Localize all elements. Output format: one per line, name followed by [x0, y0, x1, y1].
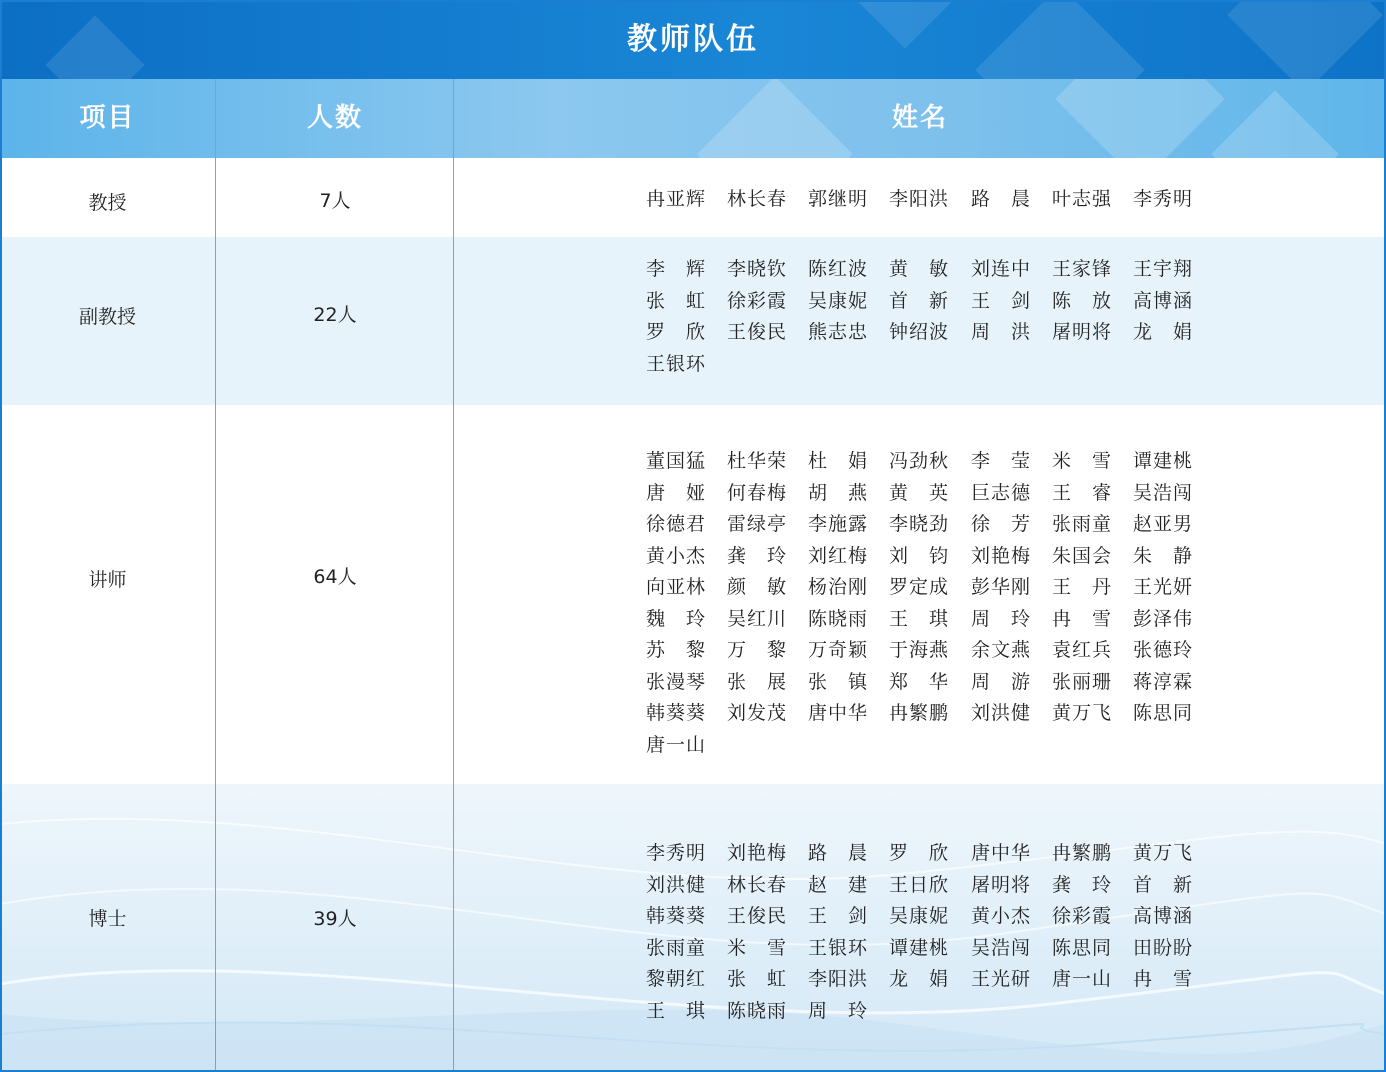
teacher-name: 王光研 — [971, 968, 1032, 990]
teacher-name: 张雨童 — [646, 936, 707, 959]
teacher-name: 张漫琴 — [646, 670, 707, 693]
teacher-name: 王 睿 — [1052, 481, 1113, 504]
teacher-name: 张丽珊 — [1052, 670, 1113, 693]
teacher-name: 路 晨 — [808, 842, 869, 864]
teacher-name: 叶志强 — [1052, 188, 1113, 210]
teacher-name: 黄小杰 — [646, 544, 707, 567]
teacher-name: 周 玲 — [971, 607, 1032, 630]
teacher-name: 刘红梅 — [808, 544, 869, 567]
teacher-name: 刘 钧 — [889, 544, 950, 567]
teacher-name: 吴浩闯 — [971, 936, 1032, 959]
teacher-name: 冯劲秋 — [889, 450, 950, 472]
teacher-name: 李晓钦 — [727, 258, 788, 280]
table-row — [0, 237, 1386, 405]
teacher-name: 王银环 — [646, 352, 707, 375]
teacher-name: 韩葵葵 — [646, 702, 707, 724]
teacher-name: 李 辉 — [646, 258, 707, 280]
teacher-name: 杨治刚 — [808, 576, 869, 598]
teacher-name: 向亚林 — [646, 576, 707, 598]
teacher-name: 何春梅 — [727, 481, 788, 504]
teacher-name: 屠明将 — [971, 873, 1032, 896]
teacher-name: 王光妍 — [1133, 576, 1194, 598]
teacher-name: 黄 敏 — [889, 258, 950, 280]
teacher-name: 唐中华 — [971, 842, 1032, 864]
teacher-name: 徐彩霞 — [1052, 905, 1113, 927]
row-item: 博士 — [88, 908, 127, 930]
teacher-name: 熊志忠 — [808, 321, 869, 343]
teacher-name: 周 游 — [971, 670, 1032, 693]
teacher-name: 郑 华 — [889, 670, 950, 693]
teacher-name: 黄万飞 — [1133, 842, 1194, 864]
teacher-name: 冉亚辉 — [646, 188, 707, 210]
teacher-name: 张德玲 — [1133, 639, 1194, 661]
row-item: 讲师 — [88, 569, 127, 591]
teacher-name: 田盼盼 — [1133, 936, 1194, 959]
teacher-name: 龙 娟 — [1133, 321, 1194, 343]
teacher-name: 徐德君 — [646, 513, 707, 535]
page-title: 教师队伍 — [627, 22, 759, 57]
teacher-name: 吴红川 — [727, 607, 788, 630]
teacher-name: 屠明将 — [1052, 321, 1113, 343]
teacher-name: 胡 燕 — [808, 481, 869, 504]
teacher-name: 李晓劲 — [889, 513, 950, 535]
teacher-name: 袁红兵 — [1052, 639, 1113, 661]
teacher-name: 陈晓雨 — [727, 999, 788, 1022]
teacher-name: 李阳洪 — [889, 188, 950, 210]
teacher-name: 于海燕 — [889, 639, 950, 661]
teacher-name: 李 莹 — [971, 450, 1032, 472]
teacher-name: 吴康妮 — [889, 905, 950, 927]
header-item: 项目 — [79, 103, 136, 133]
teacher-name: 徐彩霞 — [727, 289, 788, 312]
teacher-name: 余文燕 — [971, 639, 1032, 661]
header-count: 人数 — [306, 103, 363, 133]
teacher-name: 高博涵 — [1133, 905, 1194, 927]
teacher-name: 罗 欣 — [889, 842, 950, 864]
teacher-name: 万 黎 — [727, 639, 788, 661]
teacher-name: 谭建桃 — [1133, 450, 1194, 472]
row-count: 7人 — [319, 190, 351, 212]
table-row — [0, 784, 1386, 1072]
table-header — [0, 79, 1386, 158]
teacher-name: 张 展 — [727, 670, 788, 693]
teacher-name: 王银环 — [808, 936, 869, 959]
teacher-name: 彭泽伟 — [1133, 607, 1194, 630]
teacher-name: 赵 建 — [808, 873, 869, 896]
teacher-name: 朱 静 — [1133, 544, 1194, 567]
teacher-name: 魏 玲 — [646, 607, 707, 630]
teacher-name: 张雨童 — [1052, 513, 1113, 535]
teacher-name: 王家锋 — [1052, 258, 1113, 280]
teacher-name: 唐一山 — [1052, 968, 1113, 990]
teacher-name: 王 琪 — [646, 999, 707, 1022]
teacher-name: 林长春 — [727, 873, 788, 896]
teacher-name: 刘艳梅 — [971, 544, 1032, 567]
teacher-name: 路 晨 — [971, 188, 1032, 210]
teacher-name: 李秀明 — [1133, 188, 1194, 210]
teacher-name: 米 雪 — [1052, 450, 1113, 472]
row-count: 64人 — [313, 566, 357, 588]
teacher-name: 朱国会 — [1052, 544, 1113, 567]
teacher-name: 黎朝红 — [646, 968, 707, 990]
teacher-name: 王 剑 — [971, 289, 1032, 312]
teacher-name: 唐 娅 — [646, 481, 707, 504]
teacher-name: 王俊民 — [727, 905, 788, 927]
row-item: 教授 — [88, 192, 127, 214]
teacher-name: 林长春 — [727, 188, 788, 210]
teacher-name: 黄 英 — [889, 481, 950, 504]
teacher-name: 苏 黎 — [646, 639, 707, 661]
table-row — [0, 405, 1386, 784]
teacher-name: 冉繁鹏 — [889, 702, 950, 724]
teacher-name: 冉繁鹏 — [1052, 842, 1113, 864]
teacher-name: 万奇颖 — [808, 639, 869, 661]
teacher-name: 周 洪 — [971, 321, 1032, 343]
teacher-name: 罗 欣 — [646, 321, 707, 343]
teacher-name: 雷绿亭 — [727, 513, 788, 535]
teacher-name: 陈思同 — [1052, 936, 1113, 959]
teacher-name: 首 新 — [889, 289, 950, 312]
teacher-name: 李秀明 — [646, 842, 707, 864]
teacher-name: 刘艳梅 — [727, 842, 788, 864]
teacher-name: 首 新 — [1133, 873, 1194, 896]
teacher-name: 米 雪 — [727, 936, 788, 959]
teacher-name: 蒋淳霖 — [1133, 670, 1194, 693]
teacher-name: 黄小杰 — [971, 905, 1032, 927]
teacher-name: 韩葵葵 — [646, 905, 707, 927]
teacher-name: 李施露 — [808, 513, 869, 535]
teacher-name: 刘洪健 — [971, 702, 1032, 724]
teacher-name: 刘洪健 — [646, 873, 707, 896]
column-divider — [453, 79, 454, 1072]
teacher-name: 王 琪 — [889, 607, 950, 630]
teacher-name: 龚 玲 — [1052, 873, 1113, 896]
teacher-name: 张 虹 — [646, 289, 707, 312]
teacher-name: 陈 放 — [1052, 289, 1113, 312]
teacher-name: 杜华荣 — [727, 450, 788, 472]
teacher-name: 罗定成 — [889, 576, 950, 598]
teacher-name: 王 丹 — [1052, 576, 1113, 598]
teacher-name: 彭华刚 — [971, 576, 1032, 598]
teacher-name: 黄万飞 — [1052, 702, 1113, 724]
teacher-name: 杜 娟 — [808, 450, 869, 472]
teacher-name: 陈思同 — [1133, 702, 1194, 724]
teacher-name: 冉 雪 — [1133, 968, 1194, 990]
teacher-name: 周 玲 — [808, 999, 869, 1022]
teacher-name: 徐 芳 — [971, 513, 1032, 535]
teacher-name: 巨志德 — [971, 481, 1032, 504]
teacher-name: 颜 敏 — [727, 576, 788, 598]
teacher-name: 王俊民 — [727, 321, 788, 343]
teacher-name: 王 剑 — [808, 905, 869, 927]
table-row — [0, 158, 1386, 237]
teacher-name: 高博涵 — [1133, 289, 1194, 312]
teacher-name: 李阳洪 — [808, 968, 869, 990]
teacher-name: 钟绍波 — [889, 321, 950, 343]
teacher-name: 王日欣 — [889, 873, 950, 896]
header-names: 姓名 — [891, 103, 948, 133]
teacher-name: 唐一山 — [646, 733, 707, 756]
teacher-name: 陈晓雨 — [808, 607, 869, 630]
teacher-name: 董国猛 — [646, 450, 707, 472]
title-bar — [0, 0, 1386, 79]
teacher-name: 吴浩闯 — [1133, 481, 1194, 504]
row-item: 副教授 — [78, 306, 136, 328]
row-count: 22人 — [313, 304, 357, 326]
teacher-name: 唐中华 — [808, 702, 869, 724]
column-divider — [215, 79, 216, 1072]
teacher-name: 谭建桃 — [889, 936, 950, 959]
teacher-name: 王宇翔 — [1133, 258, 1194, 280]
teacher-name: 张 虹 — [727, 968, 788, 990]
teacher-name: 刘发茂 — [727, 702, 788, 724]
teacher-name: 冉 雪 — [1052, 607, 1113, 630]
teacher-name: 张 镇 — [808, 670, 869, 693]
teacher-name: 龙 娟 — [889, 968, 950, 990]
teacher-name: 龚 玲 — [727, 544, 788, 567]
teacher-name: 陈红波 — [808, 258, 869, 280]
teacher-name: 刘连中 — [971, 258, 1032, 280]
teacher-name: 吴康妮 — [808, 289, 869, 312]
teacher-name: 郭继明 — [808, 188, 869, 210]
row-count: 39人 — [313, 908, 357, 930]
teacher-name: 赵亚男 — [1133, 513, 1194, 535]
